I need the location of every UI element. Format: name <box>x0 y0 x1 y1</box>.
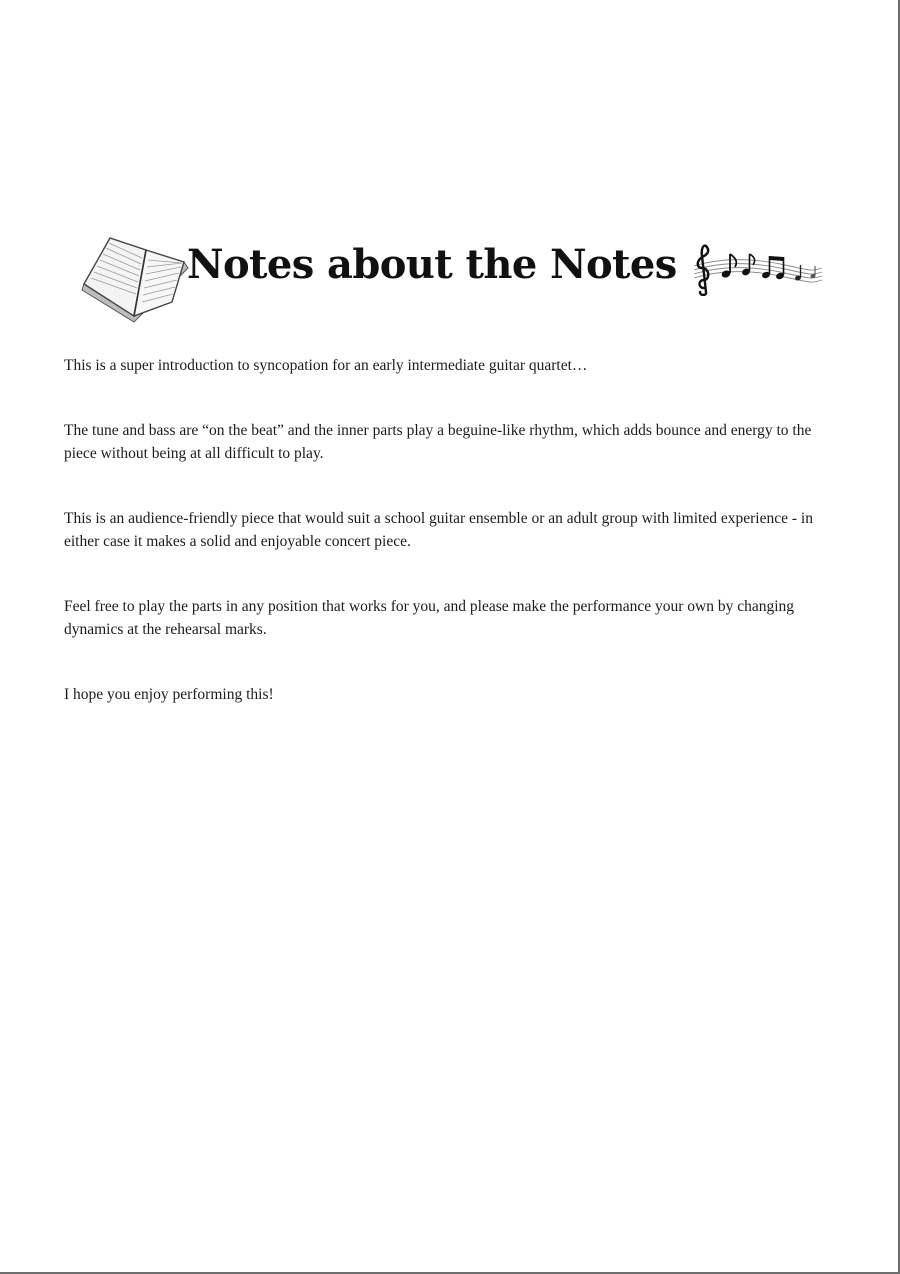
open-book-icon <box>76 232 190 324</box>
paragraph-audience: This is an audience-friendly piece that would suit a school guitar ensemble or an adult group with limited experience - in either case it makes a solid and enjoyable concert piece. <box>64 510 813 550</box>
paragraph-rhythm: The tune and bass are “on the beat” and the inner parts play a beguine-like rhythm, which adds bounce and energy to the piece without being at all difficult to play. <box>64 422 812 462</box>
notes-body <box>64 354 836 706</box>
music-notes-icon <box>690 238 824 296</box>
page-header <box>76 228 836 328</box>
paragraph-performance: Feel free to play the parts in any position that works for you, and please make the performance your own by changing dynamics at the rehearsal marks. <box>64 598 795 638</box>
paragraph-closing: I hope you enjoy performing this! <box>64 686 274 703</box>
page-title: Notes about the Notes <box>187 241 677 288</box>
paragraph-intro: This is a super introduction to syncopation for an early intermediate guitar quartet… <box>64 357 588 374</box>
